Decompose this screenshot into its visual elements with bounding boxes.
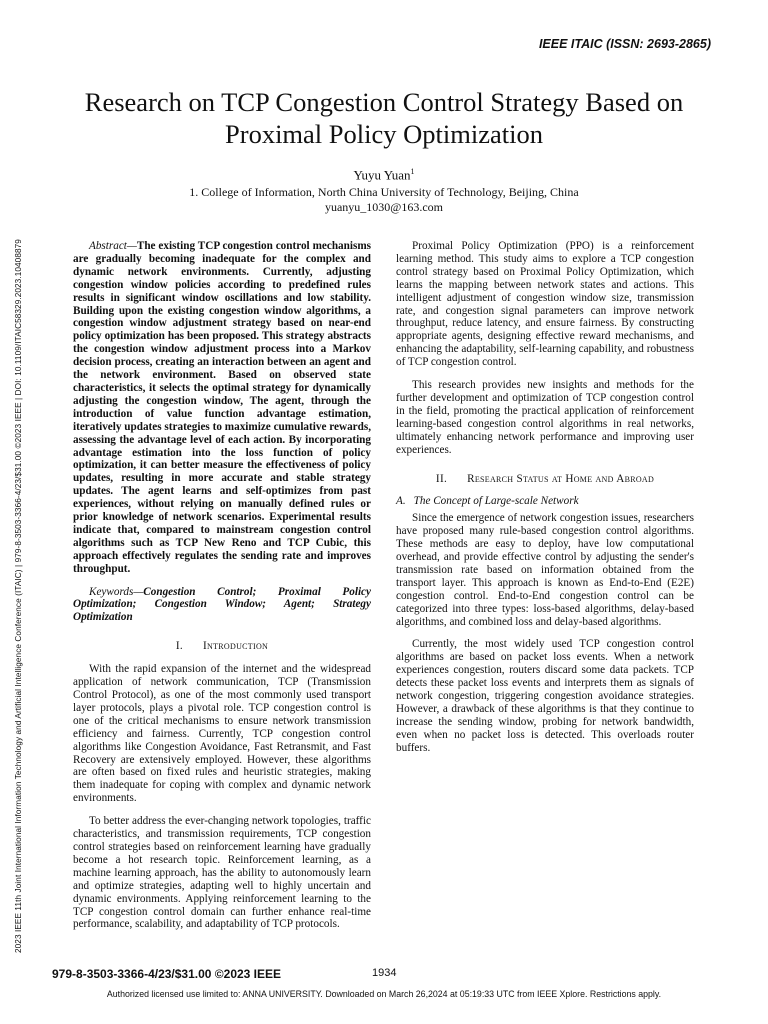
author-line <box>0 167 768 183</box>
affiliation-line: 1. College of Information, North China University of Technology, Beijing, China <box>189 185 579 199</box>
paper-title: Research on TCP Congestion Control Strategy Based on Proximal Policy Optimization <box>84 87 684 149</box>
author-affiliation-mark: 1 <box>410 167 415 176</box>
affiliation <box>0 185 768 214</box>
paragraph: With the rapid expansion of the internet and the widespread application of network communication, TCP (Transmission Control Protocol), as one of the most commonly used transport layer protocols, plays a pivotal role. TCP congestion control is one of the critical mechanisms to ensure network transmission efficiency and fairness. Currently, TCP congestion control algorithms like Congestion Avoidance, Fast Retransmit, and Fast Recovery are extensively employed. However, these algorithms are often based on fixed rules and heuristic strategies, making them inadequate for coping with complex and dynamic network environments. <box>73 663 371 805</box>
keywords <box>73 586 371 625</box>
author-name: Yuyu Yuan <box>353 167 411 183</box>
abstract-text: The existing TCP congestion control mechanisms are gradually becoming inadequate for the complex and dynamic network environments. Currently, adjusting congestion window policies according to predefined rules results in significant window oscillations and low stability. Building upon the existing congestion window algorithms, a congestion window adjustment strategy based on near-end policy optimization has been proposed. This strategy abstracts the congestion window adjustment process into a Markov decision process, creating an interaction between an agent and the network environment. Based on observed state characteristics, it selects the optimal strategy for dynamically adjusting the congestion window, The agent, through the introduction of value function advantage estimation, iteratively updates strategies to maximize cumulative rewards, assessing the advantage level of each action. By incorporating advantage estimation into the loss function of policy optimization, it can better measure the effectiveness of policy updates, resulting in more accurate and stable strategy updates. The agent learns and self-optimizes from past experiences, without relying on manually defined rules or prior knowledge of network scenarios. Experimental results indicate that, compared to mainstream congestion control algorithms such as TCP New Reno and TCP Cubic, this approach effectively regulates the sending rate and improves throughput. <box>73 240 371 575</box>
section-heading-research-status <box>396 473 694 486</box>
section-heading-introduction <box>73 640 371 653</box>
abstract-label: Abstract— <box>89 240 137 252</box>
license-notice: Authorized licensed use limited to: ANNA UNIVERSITY. Downloaded on March 26,2024 at 05:19:33 UTC from IEEE Xplore. Restrictions apply. <box>106 989 662 999</box>
subsection-number: A. <box>396 495 406 508</box>
paragraph: Currently, the most widely used TCP congestion control algorithms are based on packet loss events. When a network experiences congestion, routers discard some data packets. TCP detects these packet loss events and interprets them as signals of network congestion, triggering congestion avoidance strategies. However, a drawback of these algorithms is that they continue to increase the sending window, probing for network bandwidth, even when no packet loss is detected. This overloads router buffers. <box>396 638 694 754</box>
subsection-title: The Concept of Large-scale Network <box>413 495 579 508</box>
side-citation-strip: 2023 IEEE 11th Joint International Information Technology and Artificial Intelligence Conference (ITAIC) | 979-8-3503-3366-4/23/$31.00 ©2023 IEEE | DOI: 10.1109/ITAIC58329.2023.10408879 <box>14 239 23 953</box>
footer-isbn: 979-8-3503-3366-4/23/$31.00 ©2023 IEEE <box>52 967 282 981</box>
paragraph: Since the emergence of network congestion issues, researchers have proposed many rule-based congestion control algorithms. These methods are easy to deploy, have low computational overhead, and provide effective control by adjusting the sender's transmission rate based on information obtained from the transport layer. This approach is known as End-to-End (E2E) congestion control. End-to-End congestion control can be categorized into three types: loss-based algorithms, delay-based algorithms, and combined loss and delay-based algorithms. <box>396 512 694 628</box>
paragraph: To better address the ever-changing network topologies, traffic characteristics, and transmission requirements, TCP congestion control strategies based on reinforcement learning have gradually become a hot research topic. Reinforcement learning, as a machine learning approach, has the ability to autonomously learn and optimize strategies, adapting well to highly uncertain and dynamic environments. Applying reinforcement learning to the TCP congestion control domain can further enhance real-time performance, scalability, and adaptability of TCP protocols. <box>73 815 371 931</box>
author-email: yuanyu_1030@163.com <box>324 199 444 214</box>
section-title: Introduction <box>203 640 269 653</box>
paragraph: Proximal Policy Optimization (PPO) is a reinforcement learning method. This study aims to explore a TCP congestion control strategy based on Proximal Policy Optimization, which learns the mapping between network states and actions. This intelligent adjustment of congestion window size, transmission rate, and congestion signal parameters can improve network throughput, reduce latency, and ensure fairness. By constructing appropriate agents, designing effective reward mechanisms, and enhancing the adaptability, self-learning capability, and robustness of TCP congestion control. <box>396 240 694 369</box>
right-column <box>396 240 694 765</box>
keywords-label: Keywords— <box>89 585 144 598</box>
left-column <box>73 240 371 941</box>
page-number: 1934 <box>372 967 397 979</box>
paragraph: This research provides new insights and methods for the further development and optimization of TCP congestion control in the field, promoting the practical application of reinforcement learning-based congestion control algorithms in real networks, ultimately enhancing network performance and improving user experiences. <box>396 379 694 456</box>
abstract <box>73 240 371 576</box>
journal-header: IEEE ITAIC (ISSN: 2693-2865) <box>538 37 711 51</box>
keywords-text: Congestion Control; Proximal Policy Optimization; Congestion Window; Agent; Strategy Optimization <box>73 585 371 624</box>
section-number: II. <box>435 472 448 485</box>
subsection-heading <box>396 495 694 508</box>
section-title: Research Status at Home and Abroad <box>467 472 655 485</box>
section-number: I. <box>175 640 183 653</box>
